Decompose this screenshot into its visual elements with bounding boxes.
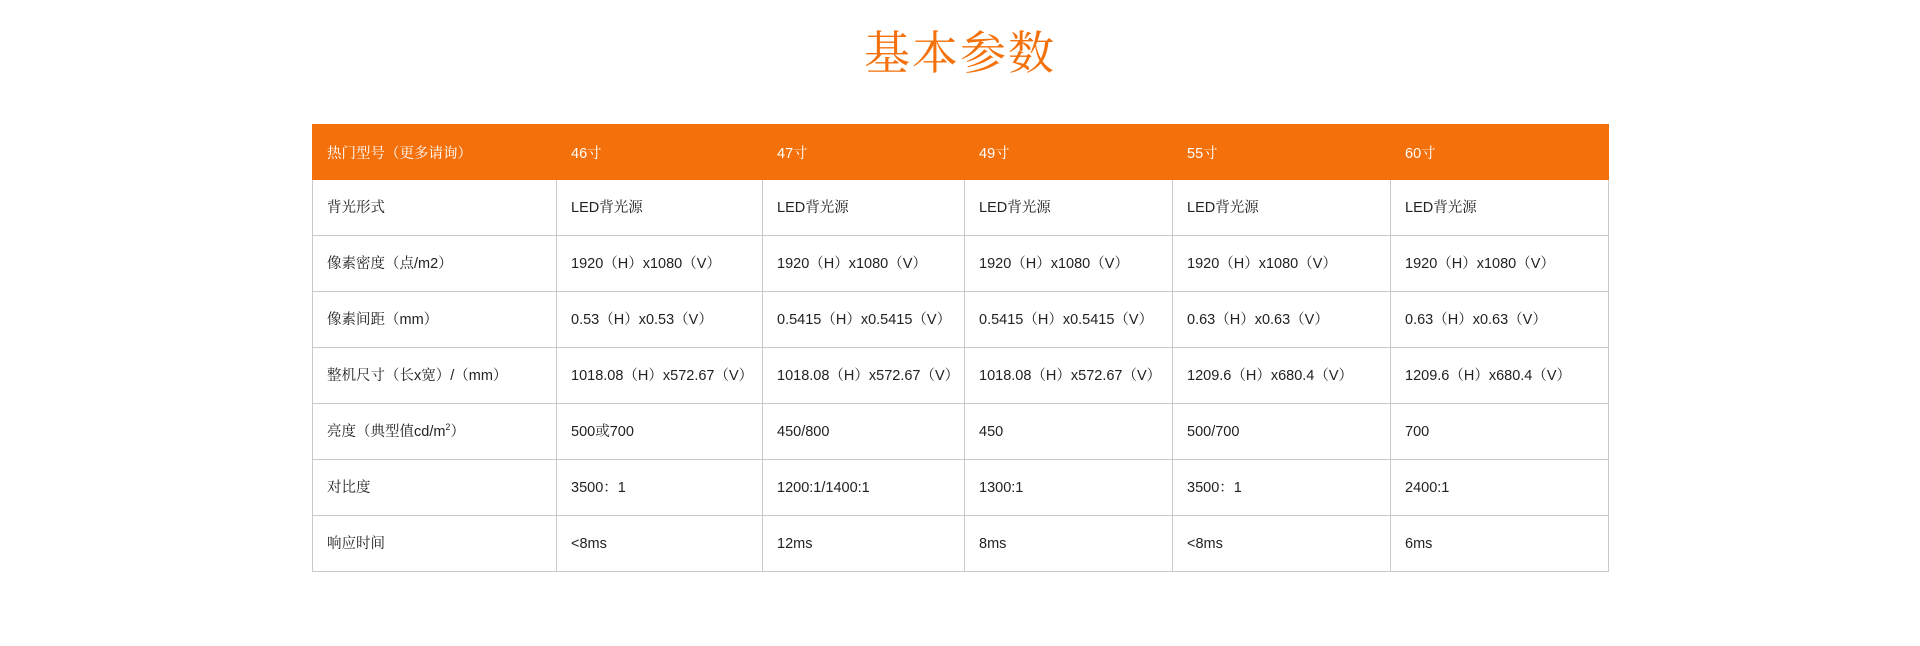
cell-value: 8ms — [965, 516, 1173, 572]
cell-value: 2400:1 — [1391, 460, 1609, 516]
row-label — [313, 404, 557, 460]
row-label: 响应时间 — [313, 516, 557, 572]
cell-value: 450/800 — [763, 404, 965, 460]
table-header-row — [313, 125, 1609, 180]
page-title: 基本参数 — [864, 27, 1056, 79]
cell-value: 1920（H）x1080（V） — [763, 236, 965, 292]
cell-value: 700 — [1391, 404, 1609, 460]
row-label-prefix: 亮度（典型值cd/m — [327, 423, 446, 440]
cell-value: 1018.08（H）x572.67（V） — [763, 348, 965, 404]
cell-value: 1920（H）x1080（V） — [965, 236, 1173, 292]
cell-value: LED背光源 — [1391, 180, 1609, 236]
cell-value: 1018.08（H）x572.67（V） — [965, 348, 1173, 404]
table-row — [313, 236, 1609, 292]
cell-value: 12ms — [763, 516, 965, 572]
column-header-model: 热门型号（更多请询） — [313, 125, 557, 180]
row-label: 整机尺寸（长x宽）/（mm） — [313, 348, 557, 404]
cell-value: 450 — [965, 404, 1173, 460]
cell-value: <8ms — [1173, 516, 1391, 572]
cell-value: 6ms — [1391, 516, 1609, 572]
spec-table-container — [312, 124, 1608, 572]
column-header-47: 47寸 — [763, 125, 965, 180]
column-header-55: 55寸 — [1173, 125, 1391, 180]
column-header-46: 46寸 — [557, 125, 763, 180]
cell-value: 1209.6（H）x680.4（V） — [1173, 348, 1391, 404]
cell-value: 3500：1 — [557, 460, 763, 516]
cell-value: LED背光源 — [557, 180, 763, 236]
cell-value: 1920（H）x1080（V） — [557, 236, 763, 292]
cell-value: 1920（H）x1080（V） — [1173, 236, 1391, 292]
cell-value: 1018.08（H）x572.67（V） — [557, 348, 763, 404]
row-label: 像素间距（mm） — [313, 292, 557, 348]
cell-value: 1200:1/1400:1 — [763, 460, 965, 516]
cell-value: 1920（H）x1080（V） — [1391, 236, 1609, 292]
cell-value: LED背光源 — [763, 180, 965, 236]
row-label: 像素密度（点/m2） — [313, 236, 557, 292]
column-header-60: 60寸 — [1391, 125, 1609, 180]
column-header-49: 49寸 — [965, 125, 1173, 180]
cell-value: 0.5415（H）x0.5415（V） — [763, 292, 965, 348]
table-row — [313, 292, 1609, 348]
table-row — [313, 460, 1609, 516]
cell-value: 0.5415（H）x0.5415（V） — [965, 292, 1173, 348]
table-row — [313, 348, 1609, 404]
table-row — [313, 180, 1609, 236]
cell-value: 1209.6（H）x680.4（V） — [1391, 348, 1609, 404]
cell-value: 3500：1 — [1173, 460, 1391, 516]
table-row — [313, 516, 1609, 572]
spec-table — [312, 124, 1609, 572]
cell-value: 0.53（H）x0.53（V） — [557, 292, 763, 348]
cell-value: <8ms — [557, 516, 763, 572]
row-label-suffix: ） — [450, 423, 465, 440]
row-label-superscript: 2 — [445, 421, 451, 432]
row-label: 对比度 — [313, 460, 557, 516]
cell-value: 0.63（H）x0.63（V） — [1173, 292, 1391, 348]
cell-value: 500或700 — [557, 404, 763, 460]
cell-value: 500/700 — [1173, 404, 1391, 460]
cell-value: 1300:1 — [965, 460, 1173, 516]
cell-value: LED背光源 — [965, 180, 1173, 236]
cell-value: 0.63（H）x0.63（V） — [1391, 292, 1609, 348]
table-row — [313, 404, 1609, 460]
row-label: 背光形式 — [313, 180, 557, 236]
cell-value: LED背光源 — [1173, 180, 1391, 236]
